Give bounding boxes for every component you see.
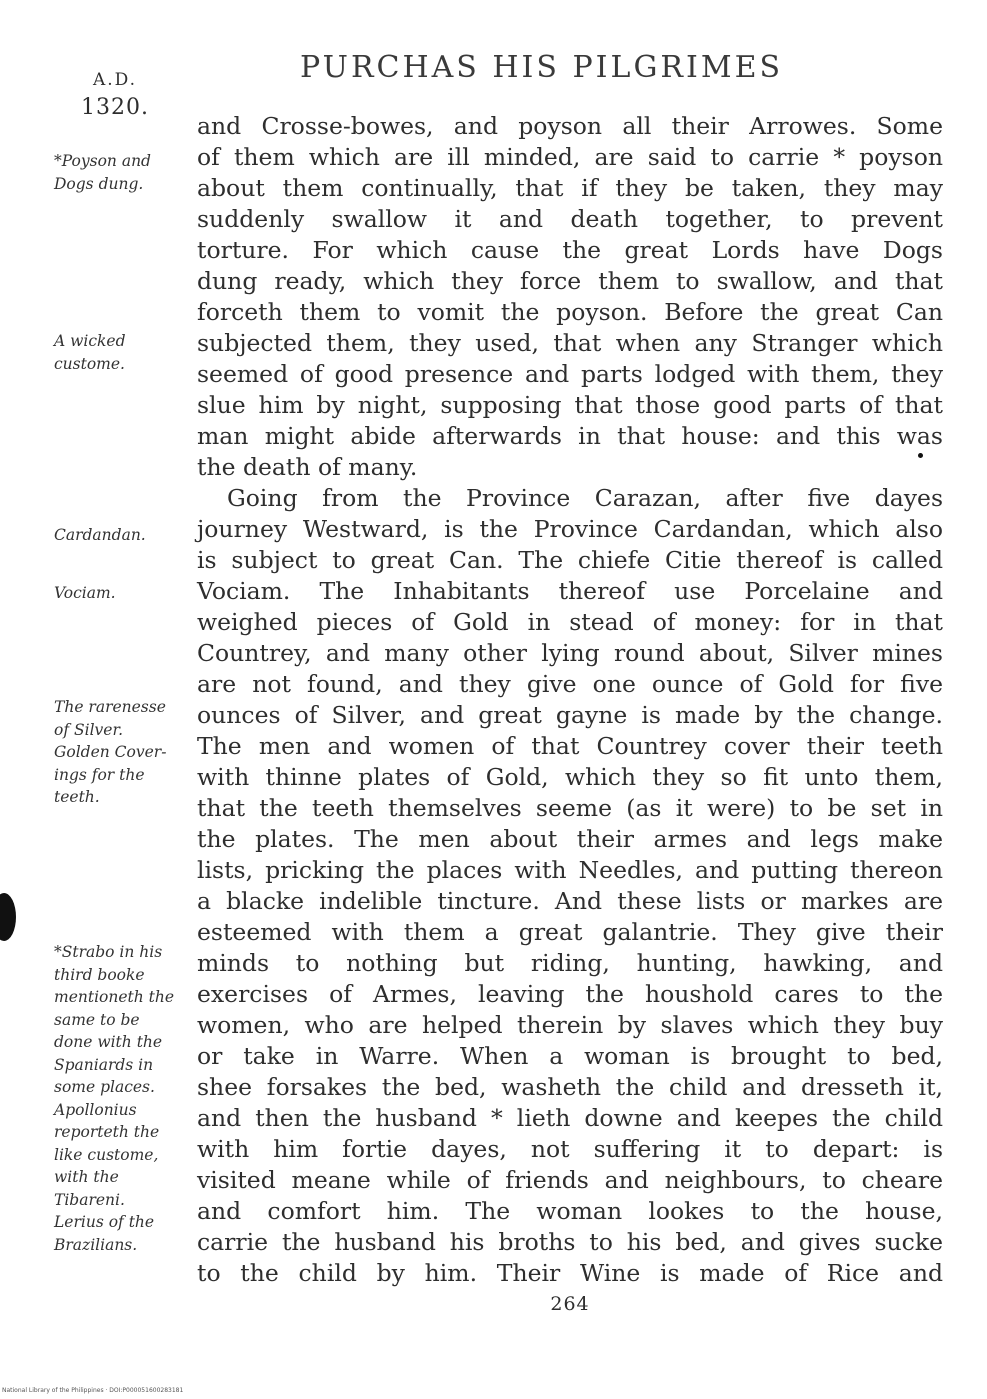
- text-line: ounces of Silver, and great gayne is made by the change.: [197, 701, 943, 729]
- text-line: and comfort him. The woman lookes to the house,: [197, 1197, 943, 1225]
- marginal-note-silver: The rarenesse of Silver. Golden Cover- ings for the teeth.: [54, 698, 167, 806]
- text-line: visited meane while of friends and neighbours, to cheare: [197, 1166, 943, 1194]
- text-line: minds to nothing but riding, hunting, hawking, and: [197, 949, 943, 977]
- text-line: and then the husband * lieth downe and keepes the child: [197, 1104, 943, 1132]
- text-line: about them continually, that if they be taken, they may: [197, 174, 943, 202]
- text-line: that the teeth themselves seeme (as it were) to be set in: [197, 794, 943, 822]
- era-label: A.D.: [92, 70, 138, 90]
- text-line: Vociam. The Inhabitants thereof use Porcelaine and: [197, 577, 943, 605]
- page-title: PURCHAS HIS PILGRIMES: [300, 50, 784, 85]
- text-line: suddenly swallow it and death together, to prevent: [197, 205, 943, 233]
- text-line: are not found, and they give one ounce of Gold for five: [197, 670, 943, 698]
- ink-speck: [918, 453, 923, 458]
- text-line: slue him by night, supposing that those good parts of that: [197, 391, 943, 419]
- text-line: and Crosse-bowes, and poyson all their Arrowes. Some: [197, 112, 943, 140]
- year-label: 1320.: [81, 95, 149, 120]
- text-line: a blacke indelible tincture. And these lists or markes are: [197, 887, 943, 915]
- text-line: or take in Warre. When a woman is brought to bed,: [197, 1042, 943, 1070]
- text-line: weighed pieces of Gold in stead of money: for in that: [197, 608, 943, 636]
- text-line: forceth them to vomit the poyson. Before the great Can: [197, 298, 943, 326]
- main-text: [197, 111, 943, 1289]
- text-line: subjected them, they used, that when any Stranger which: [197, 329, 943, 357]
- marginal-note-cardandan: Cardandan.: [54, 526, 146, 544]
- text-line: dung ready, which they force them to swallow, and that: [197, 267, 943, 295]
- text-line: with him fortie dayes, not suffering it to depart: is: [197, 1135, 943, 1163]
- marginal-note-poyson: *Poyson and Dogs dung.: [54, 152, 151, 193]
- text-line: Countrey, and many other lying round about, Silver mines: [197, 639, 943, 667]
- text-line: seemed of good presence and parts lodged with them, they: [197, 360, 943, 388]
- text-line: lists, pricking the places with Needles, and putting thereon: [197, 856, 943, 884]
- edge-blot: [0, 893, 16, 941]
- text-line: Going from the Province Carazan, after five dayes: [227, 484, 943, 512]
- text-line: of them which are ill minded, are said to carrie * poyson: [197, 143, 943, 171]
- marginal-note-wicked-custome: A wicked custome.: [54, 332, 126, 373]
- text-line: the death of many.: [197, 453, 418, 481]
- text-line: with thinne plates of Gold, which they so fit unto them,: [197, 763, 943, 791]
- text-line: esteemed with them a great galantrie. They give their: [197, 918, 943, 946]
- marginal-note-vociam: Vociam.: [54, 584, 116, 602]
- text-line: the plates. The men about their armes and legs make: [197, 825, 943, 853]
- text-line: is subject to great Can. The chiefe Citie thereof is called: [197, 546, 943, 574]
- page-number: 264: [550, 1293, 590, 1315]
- text-line: exercises of Armes, leaving the houshold cares to the: [197, 980, 943, 1008]
- text-line: to the child by him. Their Wine is made of Rice and: [197, 1259, 943, 1287]
- scan-footer: National Library of the Philippines · DOI:P000051600283181: [2, 1387, 184, 1394]
- text-line: carrie the husband his broths to his bed, and gives sucke: [197, 1228, 943, 1256]
- text-line: shee forsakes the bed, washeth the child and dresseth it,: [197, 1073, 943, 1101]
- text-line: women, who are helped therein by slaves which they buy: [197, 1011, 943, 1039]
- marginal-note-strabo: *Strabo in his third booke mentioneth the same to be done with the Spaniards in some places. Apollonius reporteth the like custome, with the Tibareni. Lerius of the Brazilians.: [54, 943, 175, 1254]
- text-line: torture. For which cause the great Lords have Dogs: [197, 236, 943, 264]
- margin-date: [80, 66, 150, 122]
- text-line: journey Westward, is the Province Cardandan, which also: [197, 515, 943, 543]
- text-line: man might abide afterwards in that house: and this was: [197, 422, 943, 450]
- text-line: The men and women of that Countrey cover their teeth: [197, 732, 943, 760]
